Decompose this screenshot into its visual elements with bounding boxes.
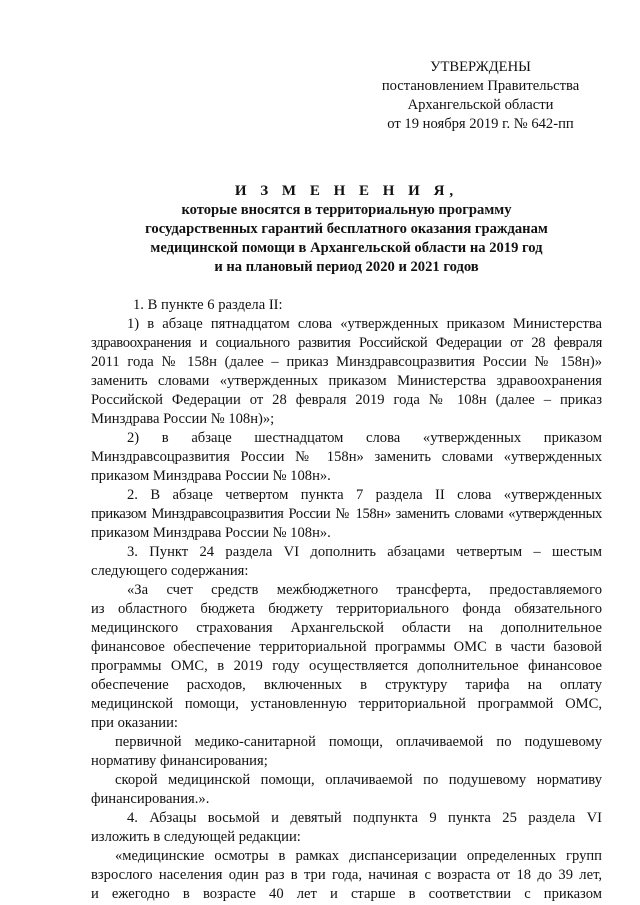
text-line: Минздравсоцразвития России № 158н» заменить словами «утвержденных <box>91 449 602 465</box>
text-line: приказом Минздрава России № 108н». <box>91 525 331 541</box>
approval-stamp-title: УТВЕРЖДЕНЫ <box>430 59 531 75</box>
text-line: 2011 года № 158н (далее – приказ Минздравсоцразвития России № 158н)» <box>91 354 602 370</box>
text-line: 3. Пункт 24 раздела VI дополнить абзацами четвертым – шестым <box>127 544 602 560</box>
text-line: и ежегодно в возрасте 40 лет и старше в соответствии с приказом <box>91 886 602 902</box>
approval-block <box>363 58 598 134</box>
subtitle-line: государственных гарантий бесплатного оказания гражданам <box>145 221 548 237</box>
approval-line: постановлением Правительства <box>381 78 580 94</box>
text-line: Российской Федерации от 28 февраля 2019 года № 108н (далее – приказ <box>91 392 602 408</box>
text-line: первичной медико-санитарной помощи, оплачиваемой по подушевому <box>115 734 602 750</box>
subtitle-line: и на плановый период 2020 и 2021 годов <box>214 259 479 275</box>
text-line: «За счет средств межбюджетного трансферта, предоставляемого <box>127 582 602 598</box>
text-line: нормативу финансирования; <box>91 753 268 769</box>
text-line: здравоохранения и социального развития Российской Федерации от 28 февраля <box>91 335 602 351</box>
text-line: «медицинские осмотры в рамках диспансеризации определенных групп <box>115 848 602 864</box>
text-line: скорой медицинской помощи, оплачиваемой по подушевому нормативу <box>115 772 602 788</box>
approval-date-number: от 19 ноября 2019 г. № 642-пп <box>387 116 574 132</box>
document-title: И З М Е Н Е Н И Я, <box>234 183 459 199</box>
subtitle-line: которые вносятся в территориальную программу <box>181 202 512 218</box>
text-line: изложить в следующей редакции: <box>91 829 301 845</box>
text-line: 1) в абзаце пятнадцатом слова «утвержденных приказом Министерства <box>127 316 602 332</box>
text-line: из областного бюджета бюджету территориального фонда обязательного <box>91 601 602 617</box>
text-line: 1. В пункте 6 раздела II: <box>133 297 283 313</box>
text-line: приказом Минздравсоцразвития России № 158н» заменить словами «утвержденных <box>91 506 602 522</box>
text-line: 4. Абзацы восьмой и девятый подпункта 9 пункта 25 раздела VI <box>127 810 602 826</box>
text-line: 2) в абзаце шестнадцатом слова «утвержденных приказом <box>127 430 602 446</box>
text-line: при оказании: <box>91 715 178 731</box>
text-line: медицинского страхования Архангельской области на дополнительное <box>91 620 602 636</box>
text-line: медицинской помощи, установленную территориальной программой ОМС, <box>91 696 602 712</box>
text-line: обеспечение расходов, включенных в структуру тарифа на оплату <box>91 677 602 693</box>
text-line: 2. В абзаце четвертом пункта 7 раздела II слова «утвержденных <box>127 487 602 503</box>
text-line: программы ОМС, в 2019 году осуществляется дополнительное финансовое <box>91 658 602 674</box>
text-line: взрослого населения один раз в три года, начиная с возраста от 18 до 39 лет, <box>91 867 602 883</box>
text-line: приказом Минздрава России № 108н». <box>91 468 331 484</box>
text-line: заменить словами «утвержденных приказом Министерства здравоохранения <box>91 373 602 389</box>
document-subtitle <box>91 201 602 277</box>
approval-line: Архангельской области <box>407 97 554 113</box>
subtitle-line: медицинской помощи в Архангельской области на 2019 год <box>150 240 543 256</box>
text-line: финансирования.». <box>91 791 210 807</box>
text-line: финансовое обеспечение территориальной программы ОМС в части базовой <box>91 639 602 655</box>
document-body <box>91 296 602 904</box>
text-line: Минздрава России № 108н)»; <box>91 411 275 427</box>
text-line: следующего содержания: <box>91 563 249 579</box>
